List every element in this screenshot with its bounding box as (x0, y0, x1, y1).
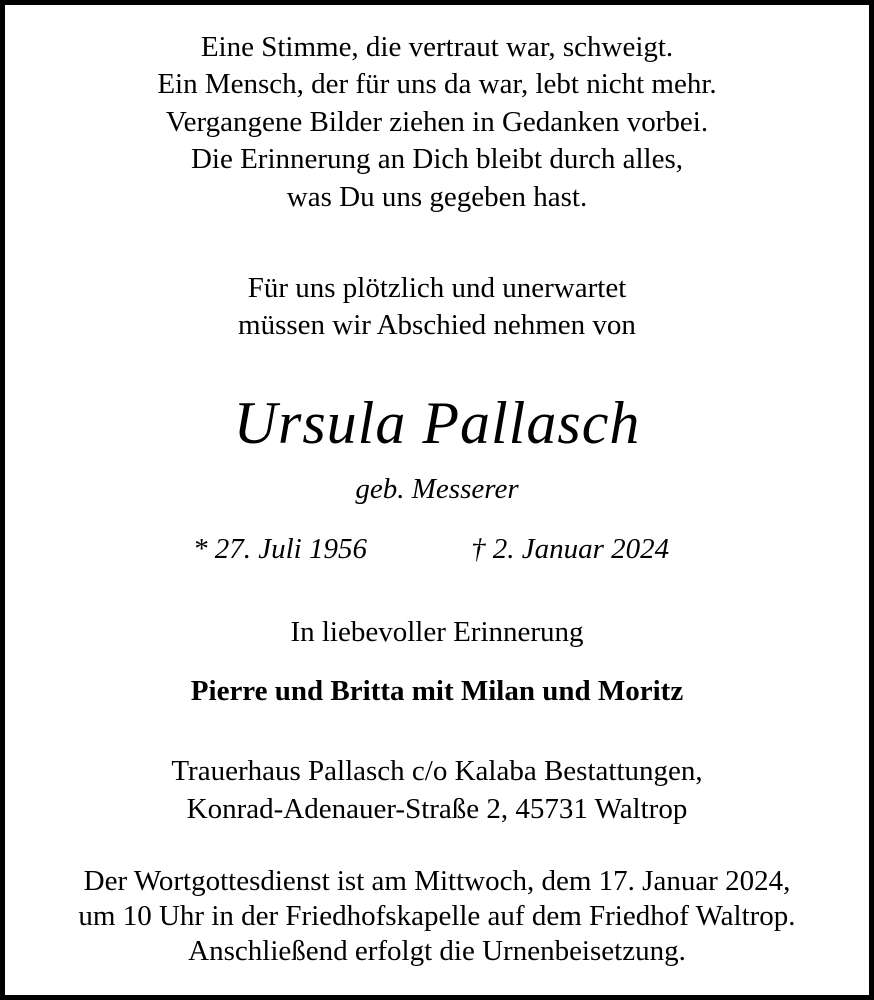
remembrance-line: In liebevoller Erinnerung (290, 616, 584, 648)
intro-line: Für uns plötzlich und unerwartet (247, 272, 627, 304)
deceased-name: Ursula Pallasch (233, 390, 641, 456)
service-line: Der Wortgottesdienst ist am Mittwoch, dem 17. Januar 2024, (83, 865, 791, 897)
intro-line: müssen wir Abschied nehmen von (238, 309, 636, 341)
service-line: Anschließend erfolgt die Urnenbeisetzung. (188, 935, 686, 967)
birth-date: * 27. Juli 1956 (193, 533, 367, 565)
death-date: † 2. Januar 2024 (471, 533, 670, 565)
poem-line: Eine Stimme, die vertraut war, schweigt. (200, 31, 674, 63)
poem-line: Ein Mensch, der für uns da war, lebt nicht mehr. (157, 68, 717, 100)
poem-line: Die Erinnerung an Dich bleibt durch alles, (190, 143, 684, 175)
poem-line: was Du uns gegeben hast. (286, 181, 588, 213)
service-line: um 10 Uhr in der Friedhofskapelle auf dem Friedhof Waltrop. (78, 900, 796, 932)
address-line: Trauerhaus Pallasch c/o Kalaba Bestattungen, (171, 755, 703, 787)
maiden-name: geb. Messerer (355, 473, 519, 505)
poem-line: Vergangene Bilder ziehen in Gedanken vorbei. (165, 106, 709, 138)
address-line: Konrad-Adenauer-Straße 2, 45731 Waltrop (186, 793, 688, 825)
mourners: Pierre und Britta mit Milan und Moritz (190, 675, 684, 707)
